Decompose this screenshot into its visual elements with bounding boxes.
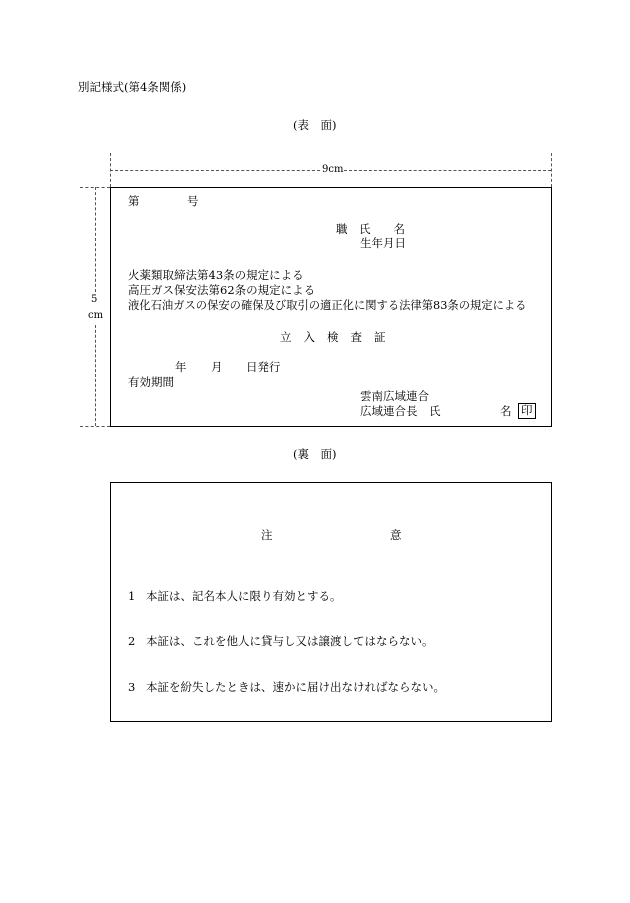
width-dim-right-tick [551, 153, 552, 187]
notice-item-3-num: 3 [128, 680, 136, 694]
issue-day: 日発行 [246, 360, 281, 374]
issuer-title: 広域連合長 氏 [360, 404, 441, 418]
law-line-1: 火薬類取締法第43条の規定による [128, 268, 304, 282]
width-dim-line-right [344, 170, 551, 171]
notice-right: 意 [390, 528, 402, 542]
height-dim-unit: cm [88, 310, 104, 321]
title-field: 職 氏 名 [336, 222, 405, 236]
height-dim-line-top [95, 187, 96, 292]
notice-item-2-text: 本証は、これを他人に貸与し又は譲渡してはならない。 [146, 634, 434, 648]
number-go: 号 [187, 194, 199, 208]
width-dim-label: 9cm [322, 164, 344, 175]
height-dim-number: 5 [91, 294, 98, 305]
seal-mark: 印 [518, 403, 536, 419]
notice-item-3-text: 本証を紛失したときは、速かに届け出なければならない。 [146, 680, 445, 694]
notice-item-1-num: 1 [128, 589, 136, 603]
width-dim-line-left [110, 170, 320, 171]
back-label: (裏 面) [293, 447, 337, 461]
notice-left: 注 [261, 528, 273, 542]
cert-title: 立入検査証 [280, 330, 398, 344]
height-dim-line-bottom [95, 325, 96, 426]
issuer-org: 雲南広域連合 [360, 389, 429, 403]
notice-item-1-text: 本証は、記名本人に限り有効とする。 [146, 589, 342, 603]
law-line-3: 液化石油ガスの保安の確保及び取引の適正化に関する法律第83条の規定による [128, 299, 527, 312]
law-line-2: 高圧ガス保安法第62条の規定による [128, 283, 316, 297]
front-label: (表 面) [293, 118, 337, 132]
birthdate-field: 生年月日 [360, 236, 406, 250]
issue-month: 月 [211, 360, 223, 374]
form-title: 別記様式(第4条関係) [78, 80, 187, 94]
number-dai: 第 [128, 194, 140, 208]
issue-year: 年 [175, 360, 187, 374]
validity-label: 有効期間 [128, 375, 174, 389]
height-dim-bottom-tick [80, 426, 110, 427]
notice-item-2-num: 2 [128, 634, 136, 648]
issuer-name-label: 名 [500, 404, 512, 418]
